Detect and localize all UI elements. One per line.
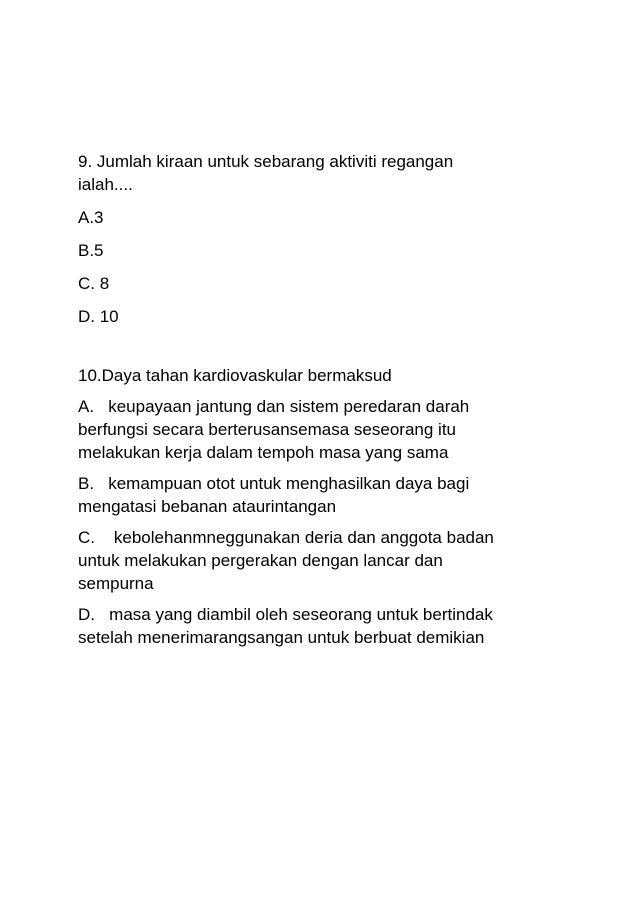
option-line: untuk melakukan pergerakan dengan lancar dan bbox=[78, 551, 443, 570]
option-line: B. kemampuan otot untuk menghasilkan daya bagi bbox=[78, 474, 470, 493]
question-10-option-a bbox=[78, 395, 578, 464]
question-10-line: 10.Daya tahan kardiovaskular bermaksud bbox=[78, 366, 392, 385]
option-line: berfungsi secara berterusansemasa seseorang itu bbox=[78, 420, 456, 439]
question-9-line: 9. Jumlah kiraan untuk sebarang aktiviti regangan bbox=[78, 152, 454, 171]
document-page bbox=[78, 150, 578, 657]
question-10-option-d bbox=[78, 603, 578, 649]
question-9-line: ialah.... bbox=[78, 175, 133, 194]
question-9-option-d bbox=[78, 305, 578, 328]
option-line: A.3 bbox=[78, 208, 104, 227]
option-line: setelah menerimarangsangan untuk berbuat demikian bbox=[78, 628, 485, 647]
question-10-option-c bbox=[78, 526, 578, 595]
option-line: D. 10 bbox=[78, 307, 119, 326]
option-line: melakukan kerja dalam tempoh masa yang sama bbox=[78, 443, 449, 462]
question-9-text bbox=[78, 150, 578, 196]
question-9-option-a bbox=[78, 206, 578, 229]
option-line: A. keupayaan jantung dan sistem peredaran darah bbox=[78, 397, 470, 416]
option-line: sempurna bbox=[78, 574, 154, 593]
question-9-option-c bbox=[78, 272, 578, 295]
question-9-option-b bbox=[78, 239, 578, 262]
option-line: B.5 bbox=[78, 241, 104, 260]
question-10-text bbox=[78, 364, 578, 387]
option-line: D. masa yang diambil oleh seseorang untuk bertindak bbox=[78, 605, 493, 624]
option-line: mengatasi bebanan ataurintangan bbox=[78, 497, 337, 516]
question-10-option-b bbox=[78, 472, 578, 518]
option-line: C. kebolehanmneggunakan deria dan anggota badan bbox=[78, 528, 494, 547]
option-line: C. 8 bbox=[78, 274, 110, 293]
